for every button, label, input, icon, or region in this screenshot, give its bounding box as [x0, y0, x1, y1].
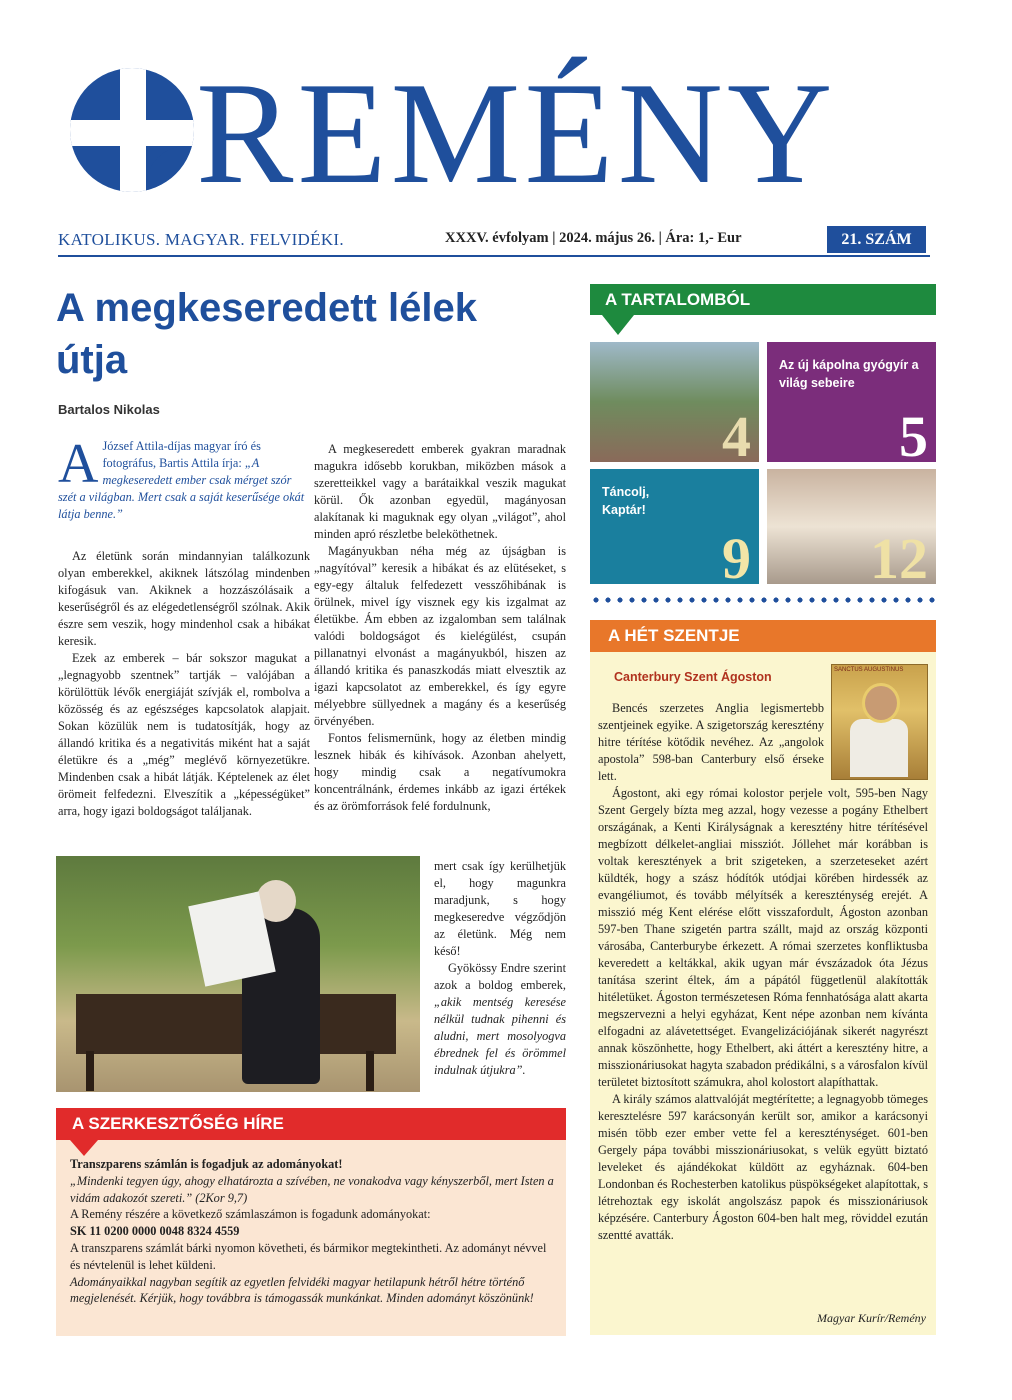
cross-logo-icon — [70, 68, 194, 192]
masthead-title: REMÉNY — [196, 52, 837, 214]
paragraph: Bencés szerzetes Anglia legismertebb szentjeinek egyike. A szigetország keresztény hitre térítése kötődik nevéhez. Az „angolok apostola” 598-ban Canterbury első érseke lett. — [598, 701, 824, 783]
saint-of-week-heading: A HÉT SZENTJE — [590, 620, 936, 652]
account-intro: A Remény részére a következő számlaszámon is fogadunk adományokat: — [70, 1207, 431, 1222]
contents-tile-page-5[interactable] — [767, 342, 936, 462]
article-photo-woman-reading-on-bench — [56, 856, 420, 1092]
article-column-2 — [314, 441, 566, 815]
paragraph: Fontos felismernünk, hogy az életben mindig lesznek hibák és kihívások. Azonban ahelyett, hogy mindig csak a negatívumokra koncentrálnánk, érdemes inkább az igazi értékek és az örömforrások felé fordulnunk, — [314, 731, 566, 813]
closing-note: Adományaikkal nagyban segítik az egyetlen felvidéki magyar hetilapunk hétről hétre történő megjelenését. Kérjük, hogy továbbra is támogassák munkánkat. Minden adományt köszönünk! — [70, 1274, 534, 1306]
paragraph: Ezek az emberek – bár sokszor magukat a „legnagyobb szentnek” tartják – valójában a körülöttük lévők energiáját szívják el, rombolva a közösség és az egészséges kapcsolatok alapjait. Sokan közülük nem is tudatosítják, hogy az állandó kritika és a negativitás miként hat a saját életükre és a „még” meglévő környezetükre. Mindenben csak a hibát látják. Képtelenek az élet örömeit felfedezni. Elveszítik a „képességüket” arra, hogy igazi boldogságot találjanak. — [58, 651, 310, 818]
tagline: KATOLIKUS. MAGYAR. FELVIDÉKI. — [58, 230, 344, 249]
paragraph: Az életünk során mindannyian találkozunk olyan emberekkel, akiknek látszólag mindenben kifogásuk van. Akiknek a hozzászólásaik a keserűségről és az elégedetlenségről szólnak. Akik észre sem veszik, hogy mindenhol csak a hibákat keresik. — [58, 549, 310, 648]
tile-label: Az új kápolna gyógyír a világ sebeire — [779, 358, 919, 390]
quote-text: „akik mentség keresése nélkül tudnak pihenni és aludni, mert mosolyogva ébrednek fel és örömmel indulnak útjukra”. — [434, 995, 566, 1077]
page-number: 4 — [722, 404, 751, 462]
bible-quote: „Mindenki tegyen úgy, ahogy elhatározta a szívében, ne vonakodva vagy kényszerből, mert Isten a vidám adakozót szereti.” (2Kor 9,7) — [70, 1173, 554, 1205]
paragraph: Ágostont, aki egy római kolostor perjele volt, 595-ben Nagy Szent Gergely bízta meg azzal, hogy vezesse a pogány Ethelbert országának, a Kenti Királyságnak a keresztény hitre térítésével megbízott délkelet-angliai missziót. Jóllehet már korábban is voltak keresztények a brit szigeteken, a szerzeteseket azért küldték, hogy a szász hódítók utódjai körében hirdessék az evangéliumot, és tovább mélyítsék a kereszténység erejét. A misszió még Kent elérése előtt visszafordult, Ágoston azonban 597-ben Thane szigetén partra szállt, majd az ország központi városába, Canterburybe érkezett. A római szerzetes konfliktusba keveredett a keltákkal, akik ugyan már évszázadok óta Jézus tanítása szerint éltek, ám a pápától függetlenül alakították hitéletüket. Ágoston természetesen Róma fennhatósága alatt akarta megszervezni a helyi egyházat, Kent népe azonban nem kívánta elfogadni az alávetettséget. Evangelizációjának sikerét nagyrészt annak köszönhette, hogy Ethelbert, aki áttért a keresztény hitre, a misszionáriusokat hagyta szabadon prédikálni, s a városfalon kívül területet biztosított számukra, ahol kolostort alapíthattak. — [598, 786, 928, 1089]
paragraph: A megkeseredett emberek gyakran maradnak magukra idősebb korukban, miközben mások a szeretteikkel vagy a barátaikkal veszik magukat körül. Ők azonban egyedül, magányosan alakítanak ki maguknak egy olyan „világot”, ahol minden apró részletbe beleköthetnek. — [314, 442, 566, 541]
article-lead — [58, 433, 310, 523]
page-number: 9 — [722, 526, 751, 584]
editorial-pointer — [70, 1140, 98, 1156]
drop-cap: A — [58, 433, 99, 495]
tile-label: Táncolj, Kaptár! — [602, 485, 650, 517]
page-number: 12 — [870, 526, 928, 584]
contents-tile-page-9[interactable] — [590, 469, 759, 584]
icon-caption: SANCTUS AUGUSTINUS — [834, 667, 904, 673]
bank-account-number: SK 11 0200 0000 0048 8324 4559 — [70, 1224, 240, 1239]
article-headline: A megkeseredett lélek útja — [56, 286, 477, 382]
contents-pointer — [602, 315, 634, 335]
quote-prefix: Gyökössy Endre szerint azok a boldog emberek, — [434, 961, 566, 992]
transparency-note: A transzparens számlát bárki nyomon követheti, és bármikor megtekintheti. Az adományt névvel és névtelenül is lehet küldeni. — [70, 1240, 547, 1272]
contents-tile-page-12[interactable] — [767, 469, 936, 584]
saint-text — [598, 700, 928, 1244]
article-column-1 — [58, 548, 310, 820]
page-number: 5 — [899, 404, 928, 462]
issue-number-badge: 21. SZÁM — [827, 226, 926, 253]
source-credit: Magyar Kurír/Remény — [817, 1311, 926, 1325]
lead-prefix: József Attila-díjas magyar író és fotográfus, Bartis Attila írja: — [102, 439, 261, 470]
contents-heading: A TARTALOMBÓL — [590, 284, 936, 315]
saint-name: Canterbury Szent Ágoston — [614, 670, 772, 684]
paragraph: Magányukban néha még az újságban is „nagyítóval” keresik a hibákat és az elütéseket, s egy-egy általuk felfedezett vesszőhibának is örülnek, mivel így visznek egy kis izgalmat az életükbe. Ám ebben az izgalomban sem találnak valódi boldogságot és kielégülést, csupán pillanatnyi elvonást a magányukból, hiszen az állandó kritika és panaszkodás miatt elvesztik az igazi kapcsolatot az emberekkel, és így egyre mélyebbre süllyednek a magány és a keserűség örvényében. — [314, 544, 566, 728]
dotted-divider — [590, 597, 936, 603]
donation-headline: Transzparens számlán is fogadjuk az adományokat! — [70, 1157, 343, 1171]
paragraph: mert csak így kerülhetjük el, hogy magunkra maradjunk, s hogy megkeseredve végződjön az életünk. Még nem késő! — [434, 859, 566, 958]
issue-info: XXXV. évfolyam | 2024. május 26. | Ára: 1,- Eur — [445, 230, 742, 246]
article-author: Bartalos Nikolas — [58, 402, 160, 417]
editorial-news-text — [70, 1156, 555, 1307]
editorial-news-heading: A SZERKESZTŐSÉG HÍRE — [56, 1108, 566, 1140]
lead-quote: „A megkeseredett ember csak mérget szór szét a világban. Mert csak a saját keserűsége okát látja benne.” — [58, 456, 305, 521]
paragraph: A király számos alattvalóját megtérítette; a legnagyobb tömeges keresztelésre 597 karácsonyán került sor, amikor a karácsonyi misén több ezer ember vette fel a kereszténységet. 601-ben Gergely pápa további misszionáriusokat, s velük együtt biztató leveleket és ajándékokat küldött az egyháznak. 604-ben Londonban és Rochesterben katolikus püspökségeket alapítottak, s létrehoztak egy iskolát angolszász papok és misszionáriusok képzésére. Canterbury Ágoston 604-ben halt meg, röviddel ezután szentté avatták. — [598, 1092, 928, 1242]
masthead-divider — [58, 255, 930, 257]
paragraph — [434, 960, 566, 1079]
contents-tile-page-4[interactable] — [590, 342, 759, 462]
article-column-3 — [434, 858, 566, 1079]
